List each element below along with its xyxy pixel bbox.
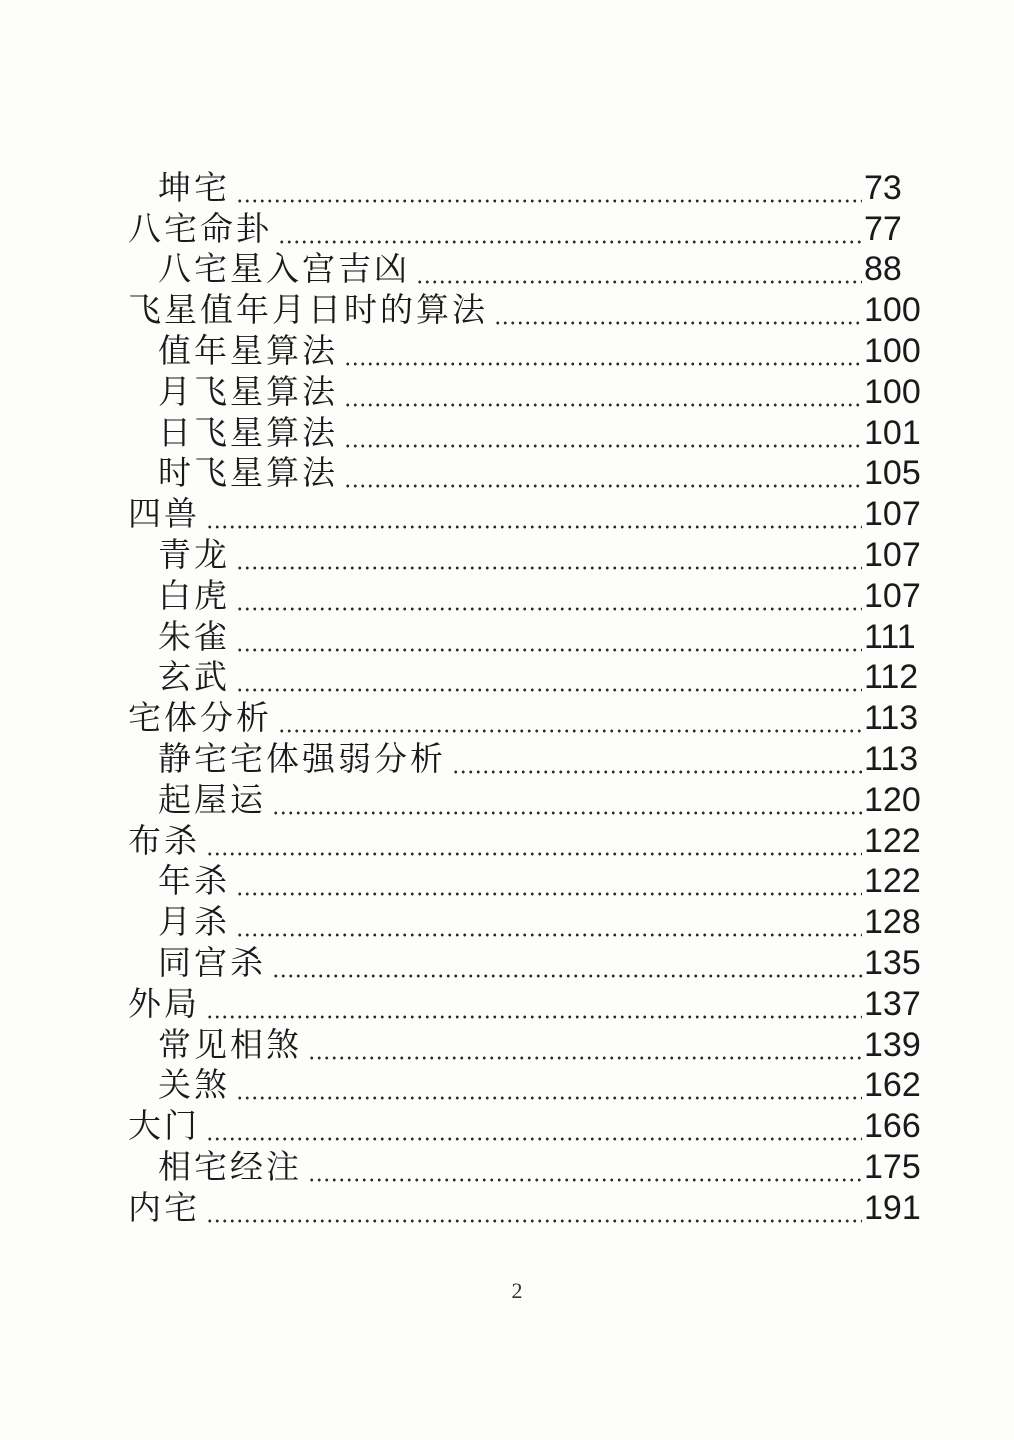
dot-leader	[308, 1025, 862, 1065]
toc-entry-title: 白虎	[158, 575, 230, 615]
toc-entry	[128, 1105, 934, 1146]
toc-entry	[128, 616, 934, 657]
toc-entry	[128, 861, 934, 902]
toc-entry-title: 静宅宅体强弱分析	[158, 738, 446, 778]
dot-leader	[236, 576, 862, 616]
dot-leader	[344, 453, 862, 493]
toc-entry-title: 八宅命卦	[128, 208, 272, 248]
toc-entry	[128, 493, 934, 534]
toc-entry-title: 四兽	[128, 494, 200, 534]
dot-leader	[206, 984, 862, 1024]
toc-entry-page: 162	[864, 1066, 921, 1105]
toc-entry-page: 107	[864, 495, 921, 534]
toc-entry-page: 77	[864, 209, 902, 248]
toc-entry-title: 外局	[128, 983, 200, 1023]
dot-leader	[236, 902, 862, 942]
toc-entry-page: 166	[864, 1107, 921, 1146]
toc-entry-page: 100	[864, 331, 921, 370]
dot-leader	[236, 617, 862, 657]
toc-entry	[128, 412, 934, 453]
dot-leader	[452, 739, 862, 779]
dot-leader	[206, 494, 862, 534]
toc-entry-title: 月飞星算法	[158, 371, 338, 411]
toc-entry-page: 107	[864, 576, 921, 615]
toc-entry-page: 73	[864, 168, 902, 207]
dot-leader	[344, 413, 862, 453]
toc-entry-page: 122	[864, 862, 921, 901]
toc-entry-page: 139	[864, 1025, 921, 1064]
toc-entry-page: 128	[864, 903, 921, 942]
dot-leader	[494, 290, 862, 330]
toc-entry	[128, 820, 934, 861]
toc-entry-title: 八宅星入宫吉凶	[158, 249, 410, 289]
dot-leader	[206, 821, 862, 861]
toc-entry-page: 105	[864, 454, 921, 493]
toc-entry-title: 坤宅	[158, 167, 230, 207]
toc-entry	[128, 289, 934, 330]
toc-entry	[128, 942, 934, 983]
toc-entry	[128, 208, 934, 249]
toc-entry-title: 起屋运	[158, 779, 266, 819]
toc-entry-title: 常见相煞	[158, 1024, 302, 1064]
toc-entry-page: 113	[864, 699, 919, 738]
toc-entry	[128, 1065, 934, 1106]
toc-entry	[128, 575, 934, 616]
toc-entry-title: 同宫杀	[158, 942, 266, 982]
toc-entry-page: 111	[864, 617, 916, 656]
toc-entry-title: 宅体分析	[128, 698, 272, 738]
toc-entry-title: 日飞星算法	[158, 412, 338, 452]
toc-entry-page: 113	[864, 739, 919, 778]
toc-entry-page: 135	[864, 943, 921, 982]
toc-entry-page: 107	[864, 535, 921, 574]
toc-entry-title: 内宅	[128, 1187, 200, 1227]
toc-entry	[128, 1146, 934, 1187]
toc-entry	[128, 657, 934, 698]
toc-entry	[128, 779, 934, 820]
dot-leader	[278, 698, 862, 738]
toc-entry	[128, 983, 934, 1024]
toc-entry	[128, 697, 934, 738]
dot-leader	[236, 657, 862, 697]
toc-entry	[128, 371, 934, 412]
toc-entry-page: 122	[864, 821, 921, 860]
toc-entry-title: 大门	[128, 1106, 200, 1146]
toc-entry-title: 朱雀	[158, 616, 230, 656]
dot-leader	[236, 535, 862, 575]
dot-leader	[308, 1147, 862, 1187]
toc-entry	[128, 453, 934, 494]
toc-entry-page: 101	[864, 413, 921, 452]
toc-entry-page: 191	[864, 1188, 921, 1227]
toc-entry-page: 100	[864, 372, 921, 411]
dot-leader	[344, 372, 862, 412]
dot-leader	[344, 331, 862, 371]
toc-entry	[128, 167, 934, 208]
toc-entry-page: 112	[864, 658, 919, 697]
toc-entry	[128, 1187, 934, 1228]
toc-entry-title: 时飞星算法	[158, 453, 338, 493]
page-number: 2	[511, 1278, 523, 1303]
dot-leader	[272, 943, 862, 983]
dot-leader	[206, 1106, 862, 1146]
dot-leader	[272, 780, 862, 820]
toc-entry-page: 175	[864, 1147, 921, 1186]
toc-entry-page: 88	[864, 250, 902, 289]
dot-leader	[416, 249, 862, 289]
toc-entry-title: 月杀	[158, 902, 230, 942]
dot-leader	[206, 1188, 862, 1228]
table-of-contents	[128, 167, 934, 1228]
toc-entry-page: 120	[864, 780, 921, 819]
toc-entry-title: 玄武	[158, 657, 230, 697]
toc-entry-title: 飞星值年月日时的算法	[128, 290, 488, 330]
toc-entry	[128, 330, 934, 371]
toc-entry-page: 100	[864, 291, 921, 330]
toc-entry-title: 布杀	[128, 820, 200, 860]
dot-leader	[278, 209, 862, 249]
toc-entry-title: 值年星算法	[158, 330, 338, 370]
toc-entry	[128, 901, 934, 942]
dot-leader	[236, 861, 862, 901]
toc-entry-title: 青龙	[158, 534, 230, 574]
dot-leader	[236, 1065, 862, 1105]
toc-entry	[128, 249, 934, 290]
toc-entry-title: 相宅经注	[158, 1146, 302, 1186]
toc-entry-page: 137	[864, 984, 921, 1023]
toc-entry-title: 年杀	[158, 861, 230, 901]
toc-entry-title: 关煞	[158, 1065, 230, 1105]
toc-entry	[128, 1024, 934, 1065]
toc-entry	[128, 738, 934, 779]
dot-leader	[236, 168, 862, 208]
toc-entry	[128, 534, 934, 575]
